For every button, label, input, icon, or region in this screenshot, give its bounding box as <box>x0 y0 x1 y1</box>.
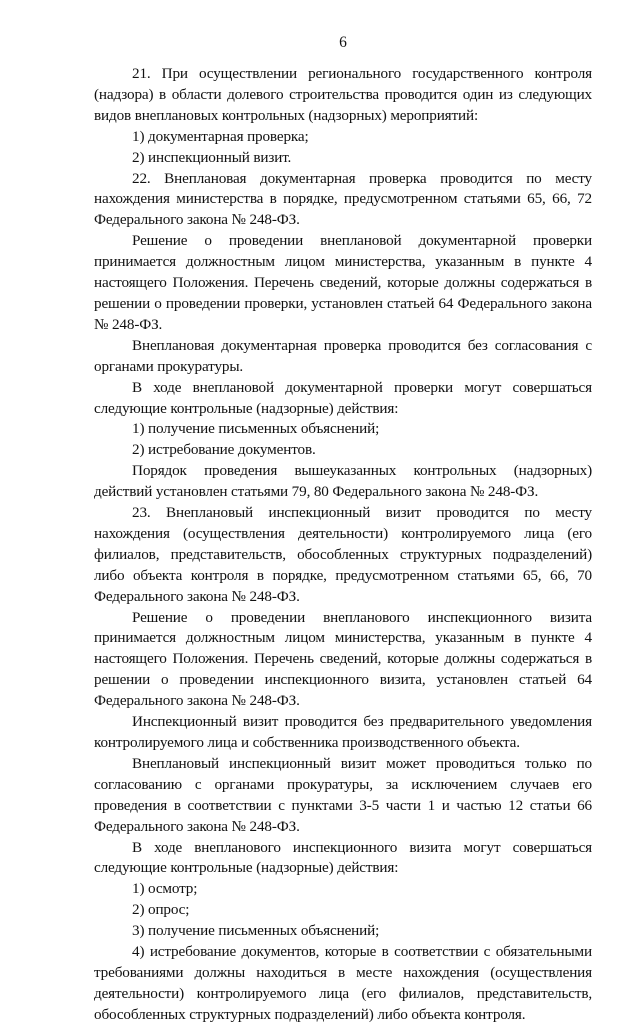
list-item: 2) опрос; <box>132 901 190 919</box>
paragraph: В ходе внепланового инспекционного визита могут совершаться следующие контрольные (надзорные) действия: <box>94 838 592 877</box>
paragraph: Решение о проведении внепланового инспекционного визита принимается должностным лицом министерства, указанным в пункте 4 настоящего Положения. Перечень сведений, которые должны содержаться в решении о проведении инспекционного визита, установлен статьей 64 Федерального закона № 248-ФЗ. <box>94 608 592 710</box>
paragraph: Порядок проведения вышеуказанных контрольных (надзорных) действий установлен статьями 79, 80 Федерального закона № 248-ФЗ. <box>94 462 592 501</box>
paragraph: Внеплановый инспекционный визит может проводиться только по согласованию с органами прокуратуры, за исключением случаев его проведения в соответствии с пунктами 3-5 части 1 и частью 12 статьи 66 Федерального закона № 248-ФЗ. <box>94 754 592 835</box>
list-item: 3) получение письменных объяснений; <box>132 922 380 940</box>
paragraph-22: 22. Внеплановая документарная проверка проводится по месту нахождения министерства в порядке, предусмотренном статьями 65, 66, 72 Федерального закона № 248-ФЗ. <box>94 169 592 229</box>
page-number: 6 <box>339 34 347 51</box>
list-item: 2) инспекционный визит. <box>132 148 292 166</box>
paragraph-23: 23. Внеплановый инспекционный визит проводится по месту нахождения (осуществления деятельности) контролируемого лица (его филиалов, представительств, обособленных структурных подразделений) либо объекта контроля в порядке, предусмотренном статьями 65, 66, 70 Федерального закона № 248-ФЗ. <box>94 504 592 605</box>
list-item: 1) получение письменных объяснений; <box>132 420 380 438</box>
paragraph: Инспекционный визит проводится без предварительного уведомления контролируемого лица и собственника производственного объекта. <box>94 713 592 751</box>
paragraph: Решение о проведении внеплановой документарной проверки принимается должностным лицом министерства, указанным в пункте 4 настоящего Положения. Перечень сведений, которые должны содержаться в решении о проведении проверки, установлен статьей 64 Федерального закона № 248-ФЗ. <box>94 232 592 333</box>
paragraph: 4) истребование документов, которые в соответствии с обязательными требованиями должны находиться в месте нахождения (осуществления деятельности) контролируемого лица (его филиалов, представительств, обособленных структурных подразделений) либо объекта контроля. <box>94 943 592 1023</box>
list-item: 1) осмотр; <box>132 880 198 898</box>
paragraph: Внеплановая документарная проверка проводится без согласования с органами прокуратуры. <box>94 336 592 375</box>
paragraph: В ходе внеплановой документарной проверки могут совершаться следующие контрольные (надзорные) действия: <box>94 378 592 417</box>
paragraph-21-intro: 21. При осуществлении регионального государственного контроля (надзора) в области долевого строительства проводится один из следующих видов внеплановых контрольных (надзорных) мероприятий: <box>94 65 592 124</box>
list-item: 2) истребование документов. <box>132 441 316 459</box>
list-item: 1) документарная проверка; <box>132 127 309 145</box>
